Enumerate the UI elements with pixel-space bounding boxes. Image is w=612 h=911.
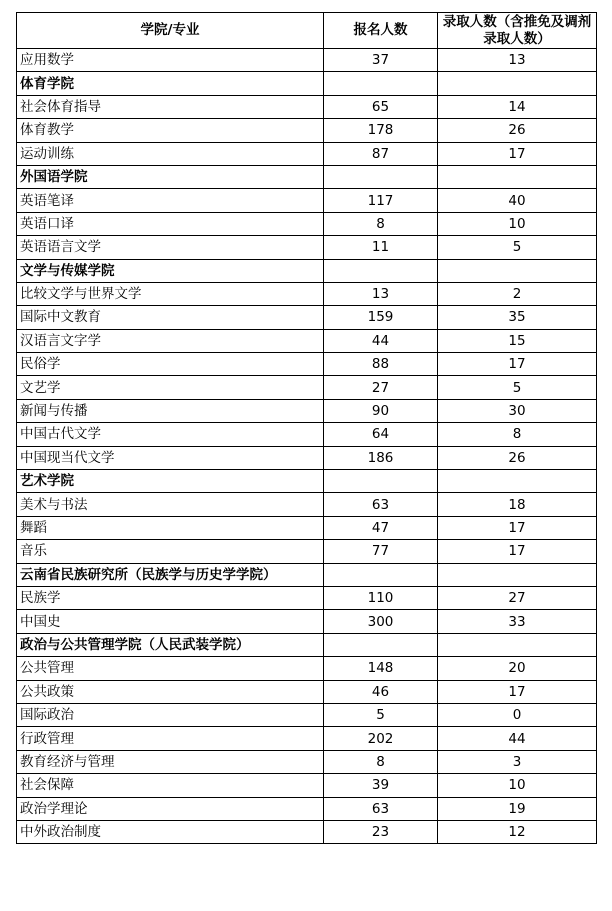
applicants-count: 8 xyxy=(324,750,438,773)
applicants-count: 148 xyxy=(324,657,438,680)
major-name: 中国史 xyxy=(17,610,324,633)
admitted-count: 40 xyxy=(438,189,597,212)
table-row xyxy=(17,797,597,820)
major-name: 社会体育指导 xyxy=(17,95,324,118)
admitted-count: 20 xyxy=(438,657,597,680)
admitted-count: 17 xyxy=(438,353,597,376)
major-name: 中外政治制度 xyxy=(17,820,324,843)
admitted-count: 44 xyxy=(438,727,597,750)
table-body xyxy=(17,49,597,844)
admitted-count: 10 xyxy=(438,212,597,235)
admitted-count: 0 xyxy=(438,703,597,726)
table-row xyxy=(17,189,597,212)
table-row xyxy=(17,353,597,376)
admitted-count: 19 xyxy=(438,797,597,820)
major-name: 应用数学 xyxy=(17,49,324,72)
major-name: 政治学理论 xyxy=(17,797,324,820)
major-name: 舞蹈 xyxy=(17,516,324,539)
major-name: 民族学 xyxy=(17,586,324,609)
table-header-row xyxy=(17,13,597,49)
table-row xyxy=(17,376,597,399)
applicants-count: 110 xyxy=(324,586,438,609)
table-row xyxy=(17,142,597,165)
table-row xyxy=(17,727,597,750)
applicants-count: 88 xyxy=(324,353,438,376)
empty-cell xyxy=(438,563,597,586)
applicants-count: 8 xyxy=(324,212,438,235)
table-row xyxy=(17,49,597,72)
applicants-count: 63 xyxy=(324,797,438,820)
major-name: 比较文学与世界文学 xyxy=(17,282,324,305)
table-row xyxy=(17,282,597,305)
empty-cell xyxy=(438,259,597,282)
admitted-count: 15 xyxy=(438,329,597,352)
applicants-count: 27 xyxy=(324,376,438,399)
table-row xyxy=(17,236,597,259)
major-name: 美术与书法 xyxy=(17,493,324,516)
admitted-count: 14 xyxy=(438,95,597,118)
college-name: 云南省民族研究所（民族学与历史学学院） xyxy=(17,563,324,586)
empty-cell xyxy=(438,470,597,493)
table-row xyxy=(17,750,597,773)
college-name: 体育学院 xyxy=(17,72,324,95)
empty-cell xyxy=(438,72,597,95)
applicants-count: 63 xyxy=(324,493,438,516)
admitted-count: 2 xyxy=(438,282,597,305)
table-row xyxy=(17,680,597,703)
admitted-count: 8 xyxy=(438,423,597,446)
applicants-count: 117 xyxy=(324,189,438,212)
empty-cell xyxy=(324,165,438,188)
admitted-count: 3 xyxy=(438,750,597,773)
table-row xyxy=(17,703,597,726)
major-name: 英语口译 xyxy=(17,212,324,235)
major-name: 音乐 xyxy=(17,540,324,563)
applicants-count: 37 xyxy=(324,49,438,72)
admitted-count: 17 xyxy=(438,540,597,563)
admitted-count: 30 xyxy=(438,399,597,422)
major-name: 教育经济与管理 xyxy=(17,750,324,773)
empty-cell xyxy=(438,633,597,656)
major-name: 中国古代文学 xyxy=(17,423,324,446)
major-name: 社会保障 xyxy=(17,774,324,797)
table-row xyxy=(17,657,597,680)
admitted-count: 17 xyxy=(438,680,597,703)
admitted-count: 5 xyxy=(438,236,597,259)
table-row xyxy=(17,516,597,539)
admitted-count: 35 xyxy=(438,306,597,329)
empty-cell xyxy=(438,165,597,188)
college-row xyxy=(17,633,597,656)
admitted-count: 17 xyxy=(438,142,597,165)
applicants-count: 23 xyxy=(324,820,438,843)
admitted-count: 33 xyxy=(438,610,597,633)
applicants-count: 5 xyxy=(324,703,438,726)
applicants-count: 47 xyxy=(324,516,438,539)
applicants-count: 64 xyxy=(324,423,438,446)
college-row xyxy=(17,72,597,95)
major-name: 公共政策 xyxy=(17,680,324,703)
college-name: 政治与公共管理学院（人民武装学院） xyxy=(17,633,324,656)
applicants-count: 11 xyxy=(324,236,438,259)
college-name: 外国语学院 xyxy=(17,165,324,188)
empty-cell xyxy=(324,259,438,282)
header-major: 学院/专业 xyxy=(17,13,324,49)
header-admitted: 录取人数（含推免及调剂录取人数） xyxy=(438,13,597,49)
applicants-count: 65 xyxy=(324,95,438,118)
college-name: 艺术学院 xyxy=(17,470,324,493)
applicants-count: 90 xyxy=(324,399,438,422)
applicants-count: 44 xyxy=(324,329,438,352)
table-row xyxy=(17,329,597,352)
college-row xyxy=(17,470,597,493)
major-name: 公共管理 xyxy=(17,657,324,680)
college-row xyxy=(17,259,597,282)
major-name: 英语笔译 xyxy=(17,189,324,212)
applicants-count: 46 xyxy=(324,680,438,703)
table-row xyxy=(17,95,597,118)
table-row xyxy=(17,423,597,446)
table-row xyxy=(17,774,597,797)
major-name: 运动训练 xyxy=(17,142,324,165)
empty-cell xyxy=(324,633,438,656)
applicants-count: 178 xyxy=(324,119,438,142)
applicants-count: 300 xyxy=(324,610,438,633)
college-row xyxy=(17,165,597,188)
empty-cell xyxy=(324,563,438,586)
major-name: 行政管理 xyxy=(17,727,324,750)
college-row xyxy=(17,563,597,586)
major-name: 文艺学 xyxy=(17,376,324,399)
table-row xyxy=(17,306,597,329)
table-row xyxy=(17,119,597,142)
table-row xyxy=(17,399,597,422)
major-name: 汉语言文字学 xyxy=(17,329,324,352)
empty-cell xyxy=(324,72,438,95)
major-name: 中国现当代文学 xyxy=(17,446,324,469)
admitted-count: 26 xyxy=(438,119,597,142)
applicants-count: 186 xyxy=(324,446,438,469)
major-name: 国际政治 xyxy=(17,703,324,726)
header-applicants: 报名人数 xyxy=(324,13,438,49)
applicants-count: 159 xyxy=(324,306,438,329)
admitted-count: 13 xyxy=(438,49,597,72)
admitted-count: 10 xyxy=(438,774,597,797)
major-name: 国际中文教育 xyxy=(17,306,324,329)
admitted-count: 18 xyxy=(438,493,597,516)
admitted-count: 27 xyxy=(438,586,597,609)
table-row xyxy=(17,586,597,609)
table-row xyxy=(17,212,597,235)
table-row xyxy=(17,446,597,469)
applicants-count: 87 xyxy=(324,142,438,165)
admitted-count: 5 xyxy=(438,376,597,399)
table-row xyxy=(17,820,597,843)
table-row xyxy=(17,540,597,563)
major-name: 英语语言文学 xyxy=(17,236,324,259)
table-row xyxy=(17,493,597,516)
empty-cell xyxy=(324,470,438,493)
admitted-count: 17 xyxy=(438,516,597,539)
admitted-count: 12 xyxy=(438,820,597,843)
major-name: 民俗学 xyxy=(17,353,324,376)
applicants-count: 202 xyxy=(324,727,438,750)
college-name: 文学与传媒学院 xyxy=(17,259,324,282)
applicants-count: 77 xyxy=(324,540,438,563)
admitted-count: 26 xyxy=(438,446,597,469)
table-row xyxy=(17,610,597,633)
applicants-count: 13 xyxy=(324,282,438,305)
major-name: 体育教学 xyxy=(17,119,324,142)
major-name: 新闻与传播 xyxy=(17,399,324,422)
admissions-table xyxy=(16,12,597,844)
applicants-count: 39 xyxy=(324,774,438,797)
